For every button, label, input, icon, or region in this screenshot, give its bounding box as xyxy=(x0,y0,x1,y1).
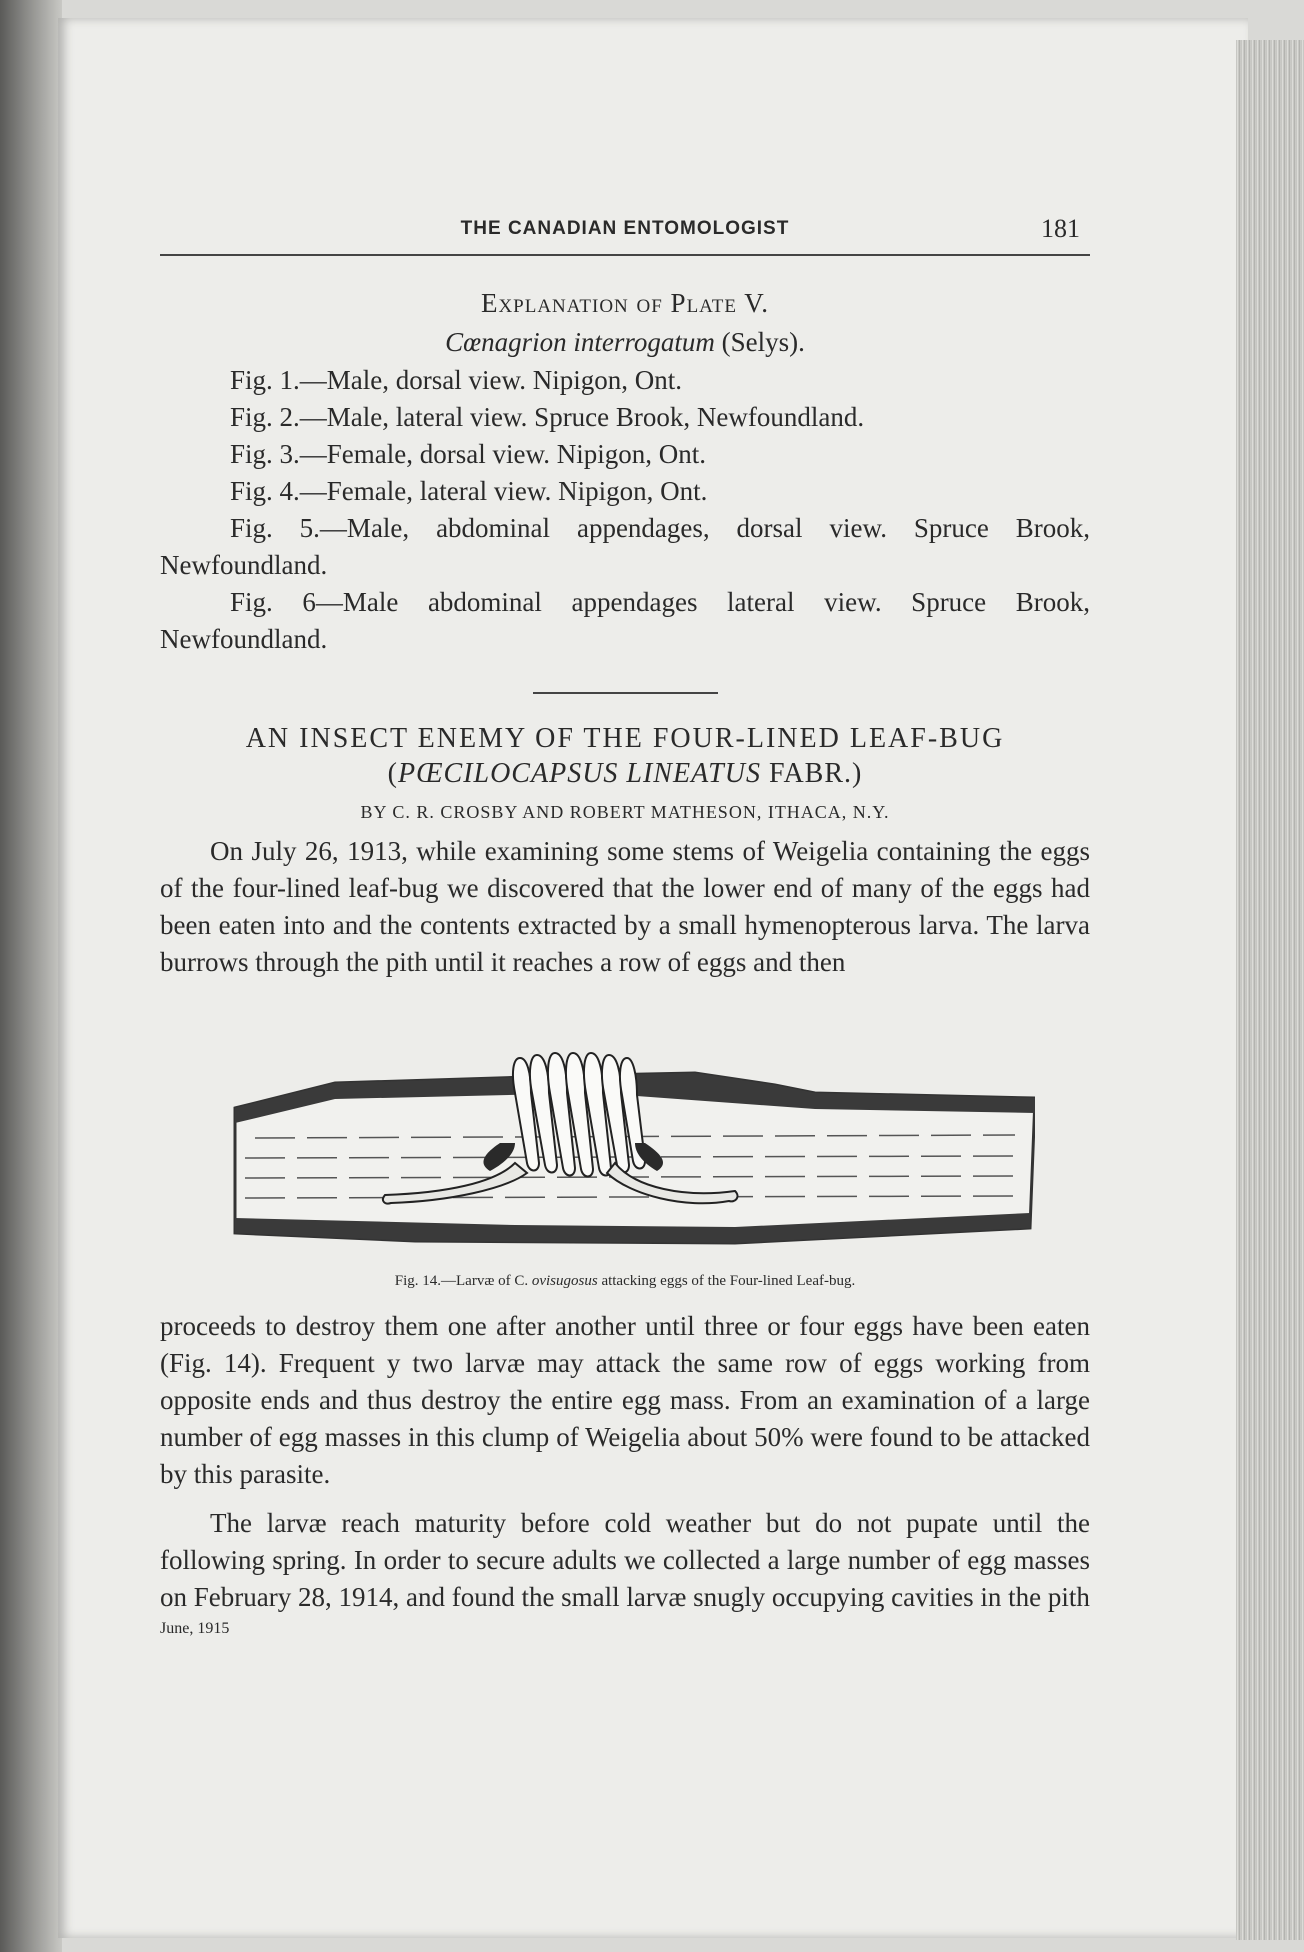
article-title: AN INSECT ENEMY OF THE FOUR-LINED LEAF-BUG xyxy=(245,723,1005,754)
species-author: (Selys). xyxy=(721,327,805,357)
egg-row xyxy=(513,1053,645,1177)
species-line xyxy=(160,327,1090,358)
caption-prefix: Fig. 14.—Larvæ of C. xyxy=(394,1273,532,1289)
running-title: THE CANADIAN ENTOMOLOGIST xyxy=(460,218,790,239)
article-paragraph-2: proceeds to destroy them one after another until three or four eggs have been eaten (Fig. 14). Frequent y two larvæ may attack the same row of eggs working from opposite ends and thus destroy the entire egg mass. From an examination of a large number of egg masses in this clump of Weigelia about 50% were found to be attacked by this parasite. xyxy=(160,1311,1090,1489)
page-content xyxy=(160,210,1090,1638)
page-header xyxy=(160,210,1090,256)
article-paragraph-3: The larvæ reach maturity before cold weather but do not pupate until the following spring. In order to secure adults we collected a large number of egg masses on February 28, 1914, and found the small larvæ snugly occupying cavities in the pith xyxy=(160,1508,1090,1612)
plate-heading: Explanation of Plate V. xyxy=(480,288,770,318)
figure-14-caption xyxy=(160,1273,1090,1290)
figure-14-illustration xyxy=(215,1013,1035,1263)
plate-fig-5: Fig. 5.—Male, abdominal appendages, dorsal view. Spruce Brook, Newfoundland. xyxy=(160,513,1090,580)
footer-date: June, 1915 xyxy=(160,1620,230,1637)
article-subtitle xyxy=(160,758,1090,790)
article-paragraph-1: On July 26, 1913, while examining some stems of Weigelia containing the eggs of the four-lined leaf-bug we discovered that the lower end of many of the eggs had been eaten into and the contents extracted by a small hymenopterous larva. The larva burrows through the pith until it reaches a row of eggs and then xyxy=(160,836,1090,977)
subtitle-open: ( xyxy=(387,758,398,789)
plate-fig-2: Fig. 2.—Male, lateral view. Spruce Brook, Newfoundland. xyxy=(230,402,865,432)
caption-species: ovisugosus xyxy=(531,1273,598,1289)
plate-fig-1: Fig. 1.—Male, dorsal view. Nipigon, Ont. xyxy=(230,365,682,395)
subtitle-species: PŒCILOCAPSUS LINEATUS xyxy=(397,758,761,789)
caption-suffix: attacking eggs of the Four-lined Leaf-bug. xyxy=(597,1273,856,1289)
plate-fig-4: Fig. 4.—Female, lateral view. Nipigon, Ont. xyxy=(230,476,708,506)
plate-fig-3: Fig. 3.—Female, dorsal view. Nipigon, Ont. xyxy=(230,439,706,469)
page-edges xyxy=(1236,40,1304,1940)
plate-figure-list xyxy=(160,362,1090,658)
egg-stem-drawing xyxy=(215,1013,1035,1263)
plate-fig-6: Fig. 6—Male abdominal appendages lateral view. Spruce Brook, Newfoundland. xyxy=(160,587,1090,654)
page-number: 181 xyxy=(1041,214,1080,243)
article-byline: BY C. R. CROSBY AND ROBERT MATHESON, ITHACA, N.Y. xyxy=(360,802,890,822)
section-divider xyxy=(533,692,718,694)
book-binding xyxy=(0,0,62,1952)
species-name: Cœnagrion interrogatum xyxy=(445,327,715,357)
subtitle-rest: FABR.) xyxy=(760,758,863,789)
